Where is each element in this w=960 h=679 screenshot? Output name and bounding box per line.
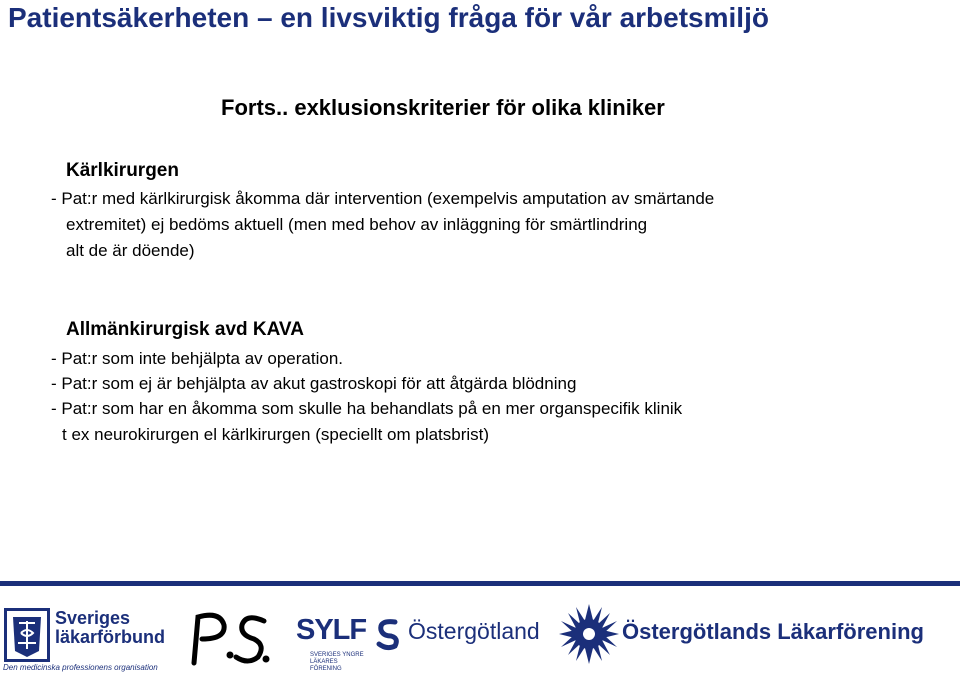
slide-subtitle: Forts.. exklusionskriterier för olika kliniker	[221, 95, 665, 120]
text-line: alt de är döende)	[66, 241, 195, 260]
text-line: extremitet) ej bedöms aktuell (men med behov av inläggning för smärtlindring	[66, 215, 648, 234]
sylf-ostergotland-logo	[296, 608, 551, 670]
ostergotland-emblem-icon	[559, 603, 619, 665]
text-line: t ex neurokirurgen el kärlkirurgen (speciellt om platsbrist)	[62, 425, 490, 444]
text-line: - Pat:r som inte behjälpta av operation.	[51, 349, 343, 368]
slide-title: Patientsäkerheten – en livsviktig fråga för vår arbetsmiljö	[8, 2, 769, 33]
sylf-region: Östergötland	[408, 618, 540, 644]
shield-icon	[3, 607, 51, 663]
ps-logo	[186, 609, 272, 667]
olf-name: Östergötlands Läkarförening	[622, 619, 924, 644]
s-swirl-icon	[373, 616, 403, 652]
section-heading: Kärlkirurgen	[66, 160, 179, 181]
text-line: - Pat:r som ej är behjälpta av akut gastroskopi för att åtgärda blödning	[51, 374, 577, 393]
sylf-tagline: SVERIGES YNGRE LÄKARES FÖRENING	[310, 652, 364, 672]
text-line: - Pat:r med kärlkirurgisk åkomma där intervention (exempelvis amputation av smärtande	[51, 189, 715, 208]
slf-name-line1: Sveriges	[55, 608, 131, 628]
sylf-word: SYLF	[296, 614, 367, 646]
text-line: - Pat:r som har en åkomma som skulle ha behandlats på en mer organspecifik klinik	[51, 399, 683, 418]
footer-divider	[0, 581, 960, 586]
sveriges-lakarforbund-logo	[3, 607, 175, 671]
section-heading: Allmänkirurgisk avd KAVA	[66, 319, 304, 340]
slf-name-line2: läkarförbund	[55, 627, 166, 647]
slf-tagline: Den medicinska professionens organisation	[3, 663, 158, 672]
